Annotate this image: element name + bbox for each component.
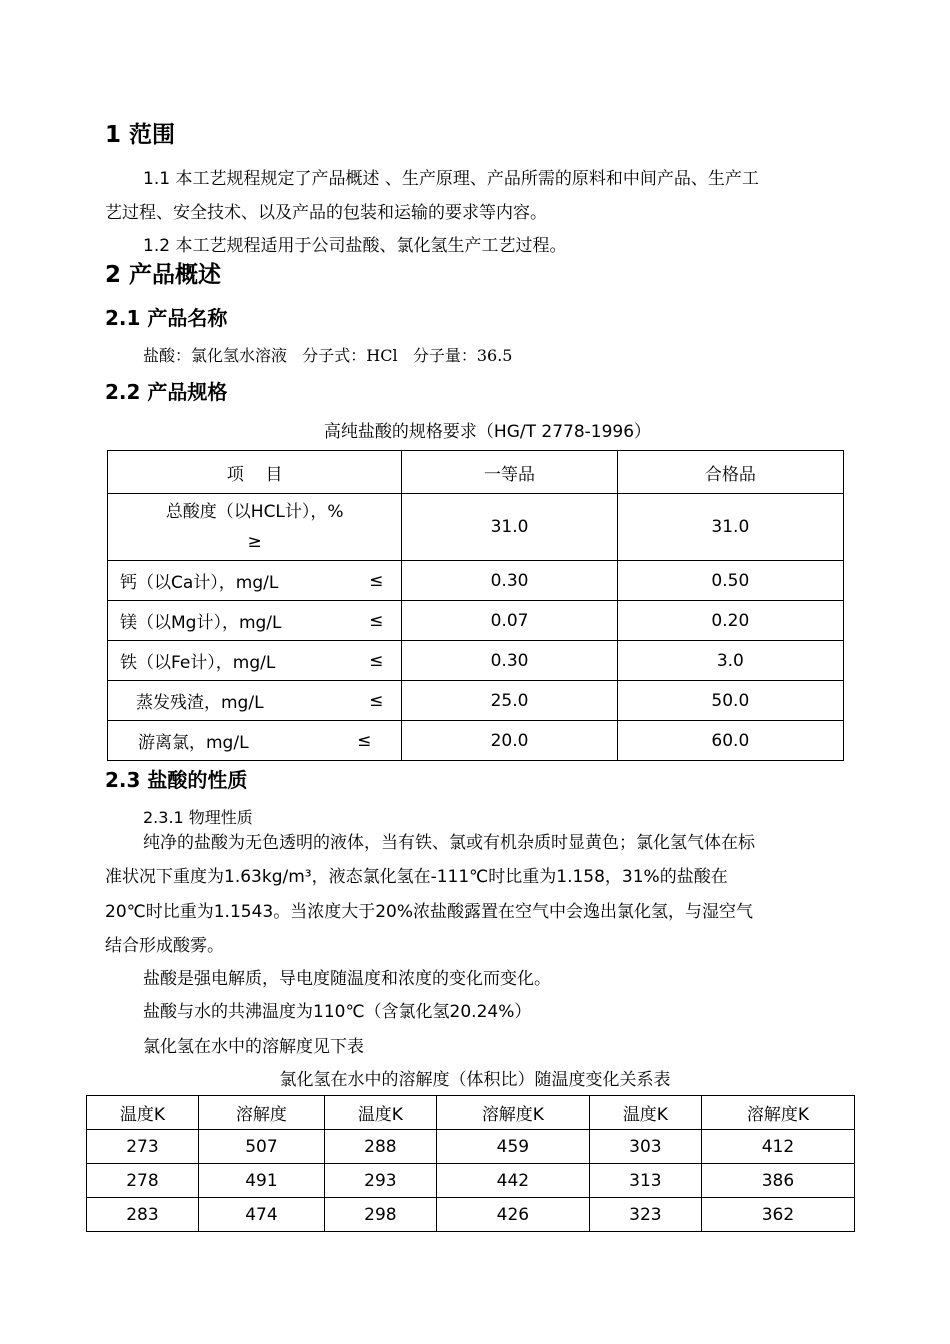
solubility-row (87, 1164, 855, 1198)
sol-cell: 386 (701, 1164, 854, 1198)
sol-cell: 442 (436, 1164, 589, 1198)
spec-qualified-value: 31.0 (617, 494, 843, 561)
spec-item-label: 镁（以Mg计），mg/L (120, 613, 282, 633)
spec-header-first: 一等品 (402, 451, 617, 494)
spec-item-symbol: ≤ (369, 570, 384, 591)
solubility-row (87, 1130, 855, 1164)
spec-row (108, 681, 844, 721)
spec-item-symbol: ≤ (369, 610, 384, 631)
sol-cell: 278 (87, 1164, 199, 1198)
spec-first-value: 0.30 (402, 641, 617, 681)
sol-cell: 362 (701, 1198, 854, 1232)
spec-item-label: 游离氯，mg/L (138, 733, 249, 753)
phys-line-3: 20℃时比重为1.1543。当浓度大于20%浓盐酸露置在空气中会逸出氯化氢，与湿空气 (105, 902, 753, 922)
sol-header-cell: 溶解度K (436, 1096, 589, 1130)
spec-first-value: 25.0 (402, 681, 617, 721)
spec-item-symbol: ≤ (357, 730, 372, 751)
section-2-heading: 2 产品概述 (105, 262, 222, 288)
spec-header-qualified: 合格品 (617, 451, 843, 494)
spec-row (108, 721, 844, 761)
spec-qualified-value: 0.50 (617, 561, 843, 601)
phys-line-2: 准状况下重度为1.63kg/m³，液态氯化氢在-111℃时比重为1.158，31%的盐酸在 (105, 867, 728, 887)
phys-line-1: 纯净的盐酸为无色透明的液体，当有铁、氯或有机杂质时显黄色；氯化氢气体在标 (143, 833, 755, 853)
solubility-table (86, 1095, 855, 1232)
spec-item-symbol: ≥ (247, 532, 262, 552)
spec-first-value: 0.07 (402, 601, 617, 641)
solubility-row (87, 1198, 855, 1232)
spec-first-value: 0.30 (402, 561, 617, 601)
section-1-heading: 1 范围 (105, 122, 176, 148)
spec-first-value: 31.0 (402, 494, 617, 561)
sol-cell: 288 (324, 1130, 436, 1164)
sol-cell: 293 (324, 1164, 436, 1198)
sol-cell: 412 (701, 1130, 854, 1164)
spec-item-cell (108, 641, 402, 681)
spec-qualified-value: 50.0 (617, 681, 843, 721)
sol-cell: 303 (589, 1130, 701, 1164)
spec-item-cell (108, 561, 402, 601)
section-2-1-heading: 2.1 产品名称 (105, 306, 228, 330)
electrolyte-text: 盐酸是强电解质，导电度随温度和浓度的变化而变化。 (143, 969, 551, 989)
solubility-header-row (87, 1096, 855, 1130)
solubility-table-caption: 氯化氢在水中的溶解度（体积比）随温度变化关系表 (279, 1070, 671, 1090)
sol-header-cell: 溶解度K (701, 1096, 854, 1130)
sol-cell: 459 (436, 1130, 589, 1164)
section-2-3-1-heading: 2.3.1 物理性质 (143, 808, 253, 827)
spec-item-cell (108, 721, 402, 761)
para-1-1-line-2: 艺过程、安全技术、以及产品的包装和运输的要求等内容。 (105, 203, 547, 223)
spec-item-symbol: ≤ (369, 690, 384, 711)
spec-table (107, 450, 844, 761)
sol-cell: 298 (324, 1198, 436, 1232)
sol-header-cell: 温度K (87, 1096, 199, 1130)
spec-row (108, 494, 844, 561)
spec-qualified-value: 0.20 (617, 601, 843, 641)
azeotrope-text: 盐酸与水的共沸温度为110℃（含氯化氢20.24%） (143, 1002, 532, 1022)
section-2-2-heading: 2.2 产品规格 (105, 380, 228, 404)
sol-cell: 313 (589, 1164, 701, 1198)
sol-cell: 491 (198, 1164, 324, 1198)
spec-row (108, 601, 844, 641)
section-2-3-heading: 2.3 盐酸的性质 (105, 768, 248, 792)
sol-header-cell: 温度K (589, 1096, 701, 1130)
sol-cell: 323 (589, 1198, 701, 1232)
spec-header-row (108, 451, 844, 494)
spec-header-item: 项 目 (108, 451, 402, 494)
sol-cell: 426 (436, 1198, 589, 1232)
spec-qualified-value: 60.0 (617, 721, 843, 761)
para-1-1-line-1: 1.1 本工艺规程规定了产品概述 、生产原理、产品所需的原料和中间产品、生产工 (143, 169, 759, 189)
sol-cell: 283 (87, 1198, 199, 1232)
sol-cell: 474 (198, 1198, 324, 1232)
product-name-line: 盐酸：氯化氢水溶液 分子式：HCl 分子量：36.5 (143, 346, 513, 365)
phys-line-4: 结合形成酸雾。 (105, 936, 224, 956)
spec-row (108, 561, 844, 601)
spec-first-value: 20.0 (402, 721, 617, 761)
sol-cell: 273 (87, 1130, 199, 1164)
spec-item-label: 钙（以Ca计），mg/L (120, 573, 279, 593)
spec-qualified-value: 3.0 (617, 641, 843, 681)
sol-header-cell: 温度K (324, 1096, 436, 1130)
spec-item-cell (108, 601, 402, 641)
para-1-2: 1.2 本工艺规程适用于公司盐酸、氯化氢生产工艺过程。 (143, 236, 567, 256)
solubility-intro: 氯化氢在水中的溶解度见下表 (143, 1037, 364, 1057)
spec-table-caption: 高纯盐酸的规格要求（HG/T 2778-1996） (323, 422, 652, 442)
sol-header-cell: 溶解度 (198, 1096, 324, 1130)
spec-item-symbol: ≤ (369, 650, 384, 671)
spec-item-label: 铁（以Fe计），mg/L (120, 653, 276, 673)
sol-cell: 507 (198, 1130, 324, 1164)
spec-item-cell (108, 494, 402, 561)
spec-row (108, 641, 844, 681)
spec-item-label: 总酸度（以HCL计），% (165, 502, 344, 522)
spec-item-label: 蒸发残渣，mg/L (136, 693, 264, 713)
spec-item-cell (108, 681, 402, 721)
